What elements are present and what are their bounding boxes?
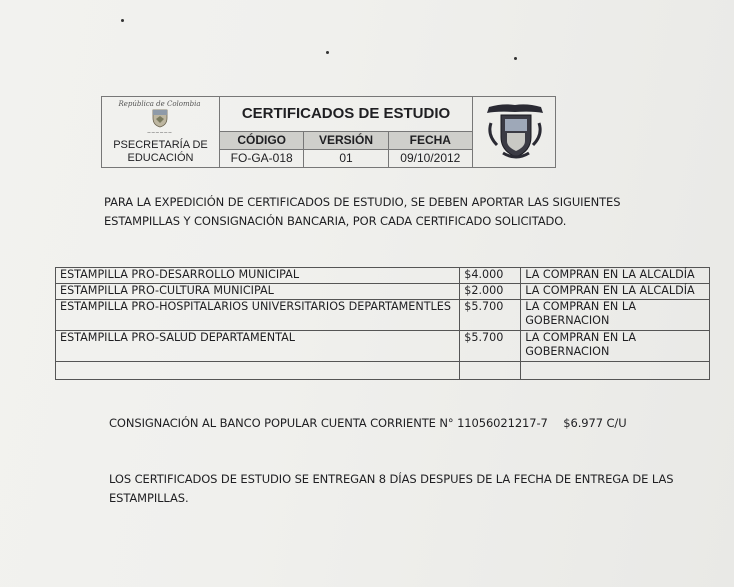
table-row-empty: [56, 362, 710, 380]
stamp-name: ESTAMPILLA PRO-CULTURA MUNICIPAL: [56, 284, 460, 300]
table-row: [56, 284, 710, 300]
header-emblem-cell: [472, 97, 555, 167]
secretaria-line2: EDUCACIÓN: [127, 152, 194, 164]
table-row: [56, 268, 710, 284]
intro-line2: ESTAMPILLAS Y CONSIGNACIÓN BANCARIA, POR CADA CERTIFICADO SOLICITADO.: [104, 214, 567, 228]
stamp-price: $5.700: [460, 300, 521, 331]
seal-caption-icon: ~~~~~~: [146, 130, 173, 136]
stamp-where-line1: LA COMPRAN EN LA: [525, 331, 636, 344]
header-logo-cell: [102, 97, 220, 167]
header-values-row: [220, 150, 472, 167]
label-codigo: CÓDIGO: [220, 132, 304, 149]
consignacion-text: CONSIGNACIÓN AL BANCO POPULAR CUENTA CORRIENTE N° 11056021217-7: [109, 416, 548, 430]
document-title: CERTIFICADOS DE ESTUDIO: [220, 97, 472, 132]
stamp-price: $4.000: [460, 268, 521, 284]
stamp-price: $5.700: [460, 331, 521, 362]
delivery-line1: LOS CERTIFICADOS DE ESTUDIO SE ENTREGAN 8 DÍAS DESPUES DE LA FECHA DE ENTREGA DE LAS: [109, 472, 674, 486]
school-emblem-icon: [483, 101, 547, 163]
value-fecha: 09/10/2012: [400, 151, 461, 165]
value-version: 01: [304, 150, 388, 167]
intro-paragraph: [104, 193, 620, 231]
stamp-price: $2.000: [460, 284, 521, 300]
table-row: [56, 331, 710, 362]
stamp-name: ESTAMPILLA PRO-HOSPITALARIOS UNIVERSITARIOS DEPARTAMENTLES: [56, 300, 460, 331]
stamp-name: ESTAMPILLA PRO-SALUD DEPARTAMENTAL: [56, 331, 460, 362]
coat-of-arms-icon: [151, 108, 169, 128]
document-header: [101, 96, 556, 168]
table-row: [56, 300, 710, 331]
stamp-where-line2: GOBERNACION: [525, 314, 610, 327]
paper-speck: [514, 57, 517, 60]
empty-cell: [56, 362, 460, 380]
delivery-line2: ESTAMPILLAS.: [109, 491, 189, 505]
secretaria-line1: PSECRETARÍA DE: [113, 139, 208, 151]
paper-speck: [121, 19, 124, 22]
value-codigo: FO-GA-018: [220, 150, 304, 167]
stamp-where: LA COMPRAN EN LA ALCALDÍA: [521, 268, 710, 284]
stamps-table: [55, 267, 710, 380]
republic-script: República de Colombia: [118, 100, 201, 108]
consignacion-line: [109, 414, 627, 433]
stamp-where-line1: LA COMPRAN EN LA: [525, 300, 636, 313]
stamp-where: [521, 331, 710, 362]
stamp-where: [521, 300, 710, 331]
consignacion-amount: $6.977 C/U: [563, 416, 627, 430]
header-labels-row: [220, 132, 472, 150]
stamp-name: ESTAMPILLA PRO-DESARROLLO MUNICIPAL: [56, 268, 460, 284]
stamp-where-line2: GOBERNACION: [525, 345, 610, 358]
label-fecha: FECHA: [409, 133, 451, 147]
empty-cell: [460, 362, 521, 380]
label-version: VERSIÓN: [304, 132, 388, 149]
delivery-paragraph: [109, 470, 673, 508]
paper-speck: [326, 51, 329, 54]
intro-line1: PARA LA EXPEDICIÓN DE CERTIFICADOS DE ESTUDIO, SE DEBEN APORTAR LAS SIGUIENTES: [104, 195, 621, 209]
header-center: [220, 97, 472, 167]
secretaria-label: [102, 139, 219, 165]
stamp-where: LA COMPRAN EN LA ALCALDÍA: [521, 284, 710, 300]
empty-cell: [521, 362, 710, 380]
